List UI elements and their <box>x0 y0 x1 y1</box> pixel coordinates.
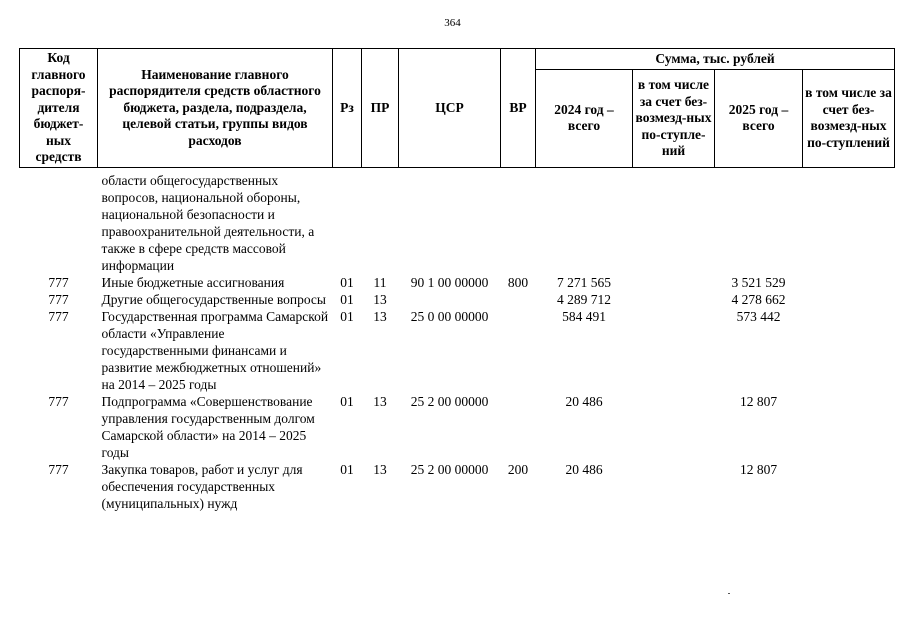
table-row <box>20 274 895 291</box>
cell-code: 777 <box>48 308 69 324</box>
cell-name: Другие общегосударственные вопросы <box>101 291 326 307</box>
cell-pr: 11 <box>373 274 387 290</box>
cell-2024-free <box>633 291 715 308</box>
cell-2024-total: 584 491 <box>562 308 606 324</box>
cell-vr <box>501 167 536 274</box>
cell-2024-total: 4 289 712 <box>557 291 611 307</box>
cell-2024-total <box>536 167 633 274</box>
cell-2025-total <box>715 167 803 274</box>
header-2025-total: 2025 год – всего <box>715 70 803 168</box>
cell-rz: 01 <box>340 308 354 324</box>
scan-speck <box>728 593 730 594</box>
cell-2024-total: 20 486 <box>565 393 603 409</box>
cell-2024-total: 7 271 565 <box>557 274 611 290</box>
cell-name: Государственная программа Самарской области «Управление государственными финансами и развитие межбюджетных отношений» на 2014 – 2025 годы <box>101 308 329 392</box>
cell-2024-free <box>633 461 715 512</box>
cell-vr: 200 <box>507 461 529 477</box>
cell-csr: 90 1 00 00000 <box>410 274 489 290</box>
cell-name: Закупка товаров, работ и услуг для обеспечения государственных (муниципальных) нужд <box>101 461 303 511</box>
cell-csr: 25 2 00 00000 <box>410 393 489 409</box>
header-vr: ВР <box>501 49 536 168</box>
cell-2025-total: 3 521 529 <box>731 274 786 290</box>
cell-csr: 25 0 00 00000 <box>410 308 489 324</box>
cell-2024-free <box>633 308 715 393</box>
table-row <box>20 308 895 393</box>
cell-vr: 800 <box>507 274 529 290</box>
cell-2025-total: 12 807 <box>739 461 778 477</box>
cell-rz <box>333 167 362 274</box>
header-2024-total: 2024 год – всего <box>536 70 633 168</box>
header-pr: ПР <box>362 49 399 168</box>
header-csr: ЦСР <box>399 49 501 168</box>
table-row <box>20 167 895 274</box>
cell-2025-free <box>803 274 895 291</box>
budget-table <box>19 48 895 512</box>
cell-code: 777 <box>48 393 69 409</box>
cell-2025-free <box>803 291 895 308</box>
cell-name: Иные бюджетные ассигнования <box>101 274 285 290</box>
cell-rz: 01 <box>340 274 354 290</box>
cell-pr <box>362 167 399 274</box>
cell-2025-total: 12 807 <box>739 393 778 409</box>
cell-rz: 01 <box>340 393 354 409</box>
cell-code: 777 <box>48 461 69 477</box>
cell-2025-free <box>803 167 895 274</box>
cell-pr: 13 <box>373 308 387 324</box>
cell-2025-free <box>803 461 895 512</box>
header-code: Код главного распоря-дителя бюджет-ных средств <box>20 49 98 168</box>
cell-code: 777 <box>48 274 69 290</box>
table-row <box>20 461 895 512</box>
header-rz: Рз <box>333 49 362 168</box>
cell-2025-total: 4 278 662 <box>731 291 786 307</box>
cell-2024-free <box>633 167 715 274</box>
table-row <box>20 291 895 308</box>
cell-rz: 01 <box>340 291 354 307</box>
header-2024-free: в том числе за счет без-возмезд-ных по-ступле-ний <box>633 70 715 168</box>
cell-pr: 13 <box>373 291 387 307</box>
page-number: 364 <box>444 17 461 29</box>
table-body <box>20 167 895 512</box>
cell-2025-free <box>803 393 895 461</box>
cell-vr <box>501 291 536 308</box>
cell-csr <box>399 291 501 308</box>
header-sum: Сумма, тыс. рублей <box>536 49 895 70</box>
cell-2025-total: 573 442 <box>736 308 781 324</box>
cell-csr <box>399 167 501 274</box>
cell-2024-free <box>633 274 715 291</box>
header-2025-free: в том числе за счет без-возмезд-ных по-ступлений <box>803 70 895 168</box>
cell-code: 777 <box>48 291 69 307</box>
cell-csr: 25 2 00 00000 <box>410 461 489 477</box>
cell-name: области общегосударственных вопросов, национальной обороны, национальной безопасности и правоохранительной деятельности, а также в сфере средств массовой информации <box>101 172 315 273</box>
cell-2024-total: 20 486 <box>565 461 603 477</box>
cell-pr: 13 <box>373 461 387 477</box>
cell-code <box>20 167 98 274</box>
cell-2025-free <box>803 308 895 393</box>
cell-name: Подпрограмма «Совершенствование управления государственным долгом Самарской области» на 2014 – 2025 годы <box>101 393 315 460</box>
table-row <box>20 393 895 461</box>
header-name: Наименование главного распорядителя средств областного бюджета, раздела, подраздела, целевой статьи, группы видов расходов <box>98 49 333 168</box>
cell-rz: 01 <box>340 461 354 477</box>
cell-pr: 13 <box>373 393 387 409</box>
cell-2024-free <box>633 393 715 461</box>
cell-vr <box>501 308 536 393</box>
cell-vr <box>501 393 536 461</box>
